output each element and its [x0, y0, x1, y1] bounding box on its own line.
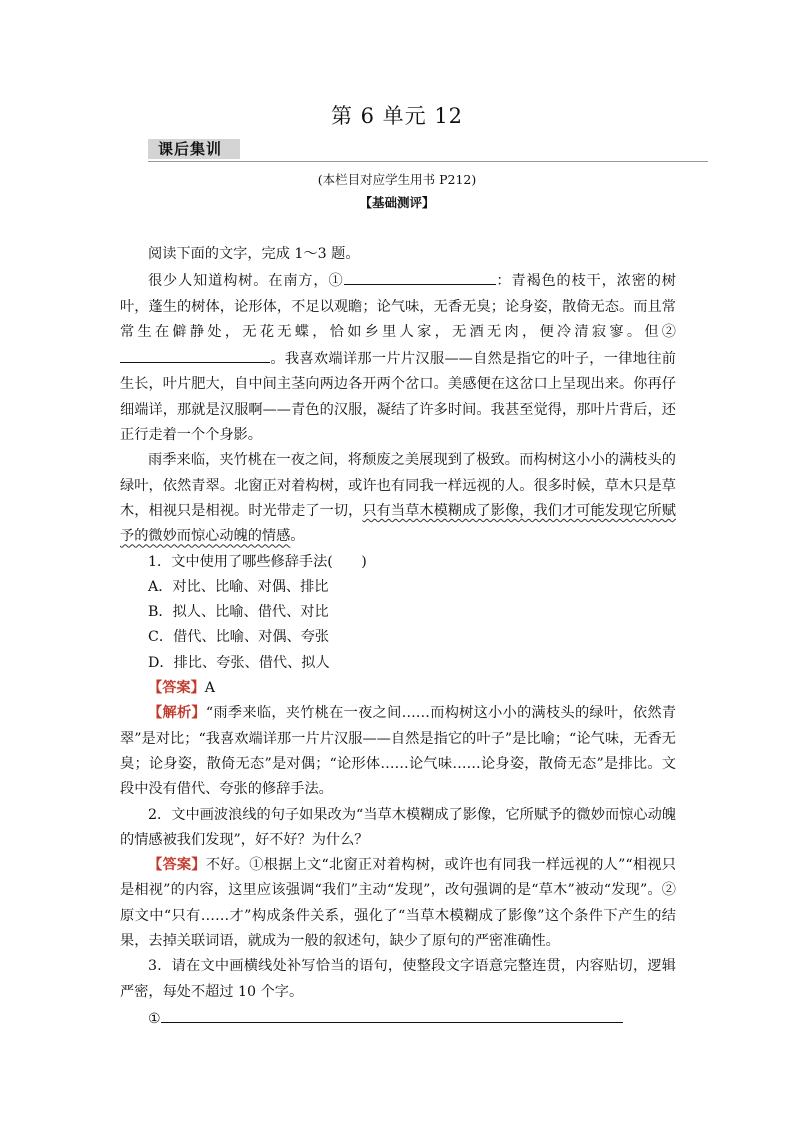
- question-2-answer: [120, 853, 676, 954]
- option-d: D．排比、夸张、借代、拟人: [148, 654, 330, 671]
- question-3-stem: 3．请在文中画横线处补写恰当的语句，使整段文字语意完整连贯，内容贴切，逻辑严密，每处不超过 10 个字。: [120, 958, 676, 1000]
- passage-text: 。我喜欢端详那一片片汉服——自然是指它的叶子，一律地往前生长，叶片肥大，自中间主茎向两边各开两个岔口。美感便在这岔口上呈现出来。你再仔细端详，那就是汉服啊——青色的汉服，凝结了许多时间。我甚至觉得，那叶片背后，还正行走着一个个身影。: [120, 351, 676, 444]
- passage-paragraph-1: [120, 267, 676, 448]
- question-3-fill-line: [120, 1005, 676, 1032]
- passage-text: 。: [290, 528, 305, 545]
- analysis-tag: 【解析】: [148, 705, 206, 722]
- question-1-answer: [120, 676, 676, 701]
- option-a: A．对比、比喻、对偶、排比: [148, 578, 329, 595]
- passage-text: 很少人知道构树。在南方，①: [148, 273, 344, 290]
- subsection-title: 【基础测评】: [359, 195, 435, 210]
- answer-text: A: [204, 680, 216, 697]
- option-c: C．借代、比喻、对偶、夸张: [148, 629, 330, 646]
- passage-text: ：青褐色的枝干，浓密的树叶，蓬生的树体，论形体，不足以观瞻；论气味，无香无臭；论身姿，散倚无态。而且常常生在僻静处，无花无蝶，恰如乡里人家，无酒无肉，便冷清寂寥。但②: [120, 273, 676, 340]
- answer-fill-line[interactable]: [161, 1005, 623, 1023]
- question-1-analysis: [120, 701, 676, 802]
- reading-intro: 阅读下面的文字，完成 1～3 题。: [148, 246, 360, 262]
- answer-tag: 【答案】: [148, 857, 206, 874]
- blank-1: [344, 267, 496, 285]
- analysis-text: “雨季来临，夹竹桃在一夜之间……而构树这小小的满枝头的绿叶，依然青翠”是对比；“我喜欢端详那一片片汉服——自然是指它的叶子”是比喻；“论气味，无香无臭；论身姿，散倚无态”是对偶；“论形体……论气味……论身姿，散倚无态”是排比。文段中没有借代、夸张的修辞手法。: [120, 705, 676, 798]
- reference-note: (本栏目对应学生用书 P212): [317, 172, 477, 187]
- page-title: 第 6 单元 12: [330, 104, 464, 128]
- passage-text: 雨季来临，夹竹桃在一夜之间，将颓废之美展现到了极致。而构树这小小的满枝头的绿叶，依然青翠。北窗正对着构树，或许也有同我一样远视的人。很多时候，草木只是草木，相视只是相视。时光带走了一切，: [120, 452, 676, 519]
- answer-text: 不好。①根据上文“北窗正对着构树，或许也有同我一样远视的人”“相视只是相视”的内容，这里应该强调“我们”主动“发现”，改句强调的是“草木”被动“发现”。②原文中“只有……才”构成条件关系，强化了“当草木模糊成了影像”这个条件下产生的结果，去掉关联词语，就成为一般的叙述句，缺少了原句的严密准确性。: [120, 857, 676, 950]
- blank-2: [120, 345, 270, 363]
- option-b: B．拟人、比喻、借代、对比: [148, 604, 329, 621]
- section-header: [148, 139, 708, 162]
- wavy-underlined-sentence: 只有当草木模糊成了影像，我们才可能发现它所赋予的微妙而惊心动魄的情感: [120, 502, 676, 545]
- section-tag: 课后集训: [148, 139, 240, 159]
- blank-label: ①: [148, 1010, 161, 1027]
- question-1-stem: 1．文中使用了哪些修辞手法( ): [148, 553, 367, 570]
- question-2-stem: 2．文中画波浪线的句子如果改为“当草木模糊成了影像，它所赋予的微妙而惊心动魄的情感被我们发现”，好不好？为什么？: [120, 806, 676, 848]
- answer-tag: 【答案】: [148, 680, 205, 697]
- passage-paragraph-2: [120, 448, 676, 549]
- content-body: [120, 242, 676, 1032]
